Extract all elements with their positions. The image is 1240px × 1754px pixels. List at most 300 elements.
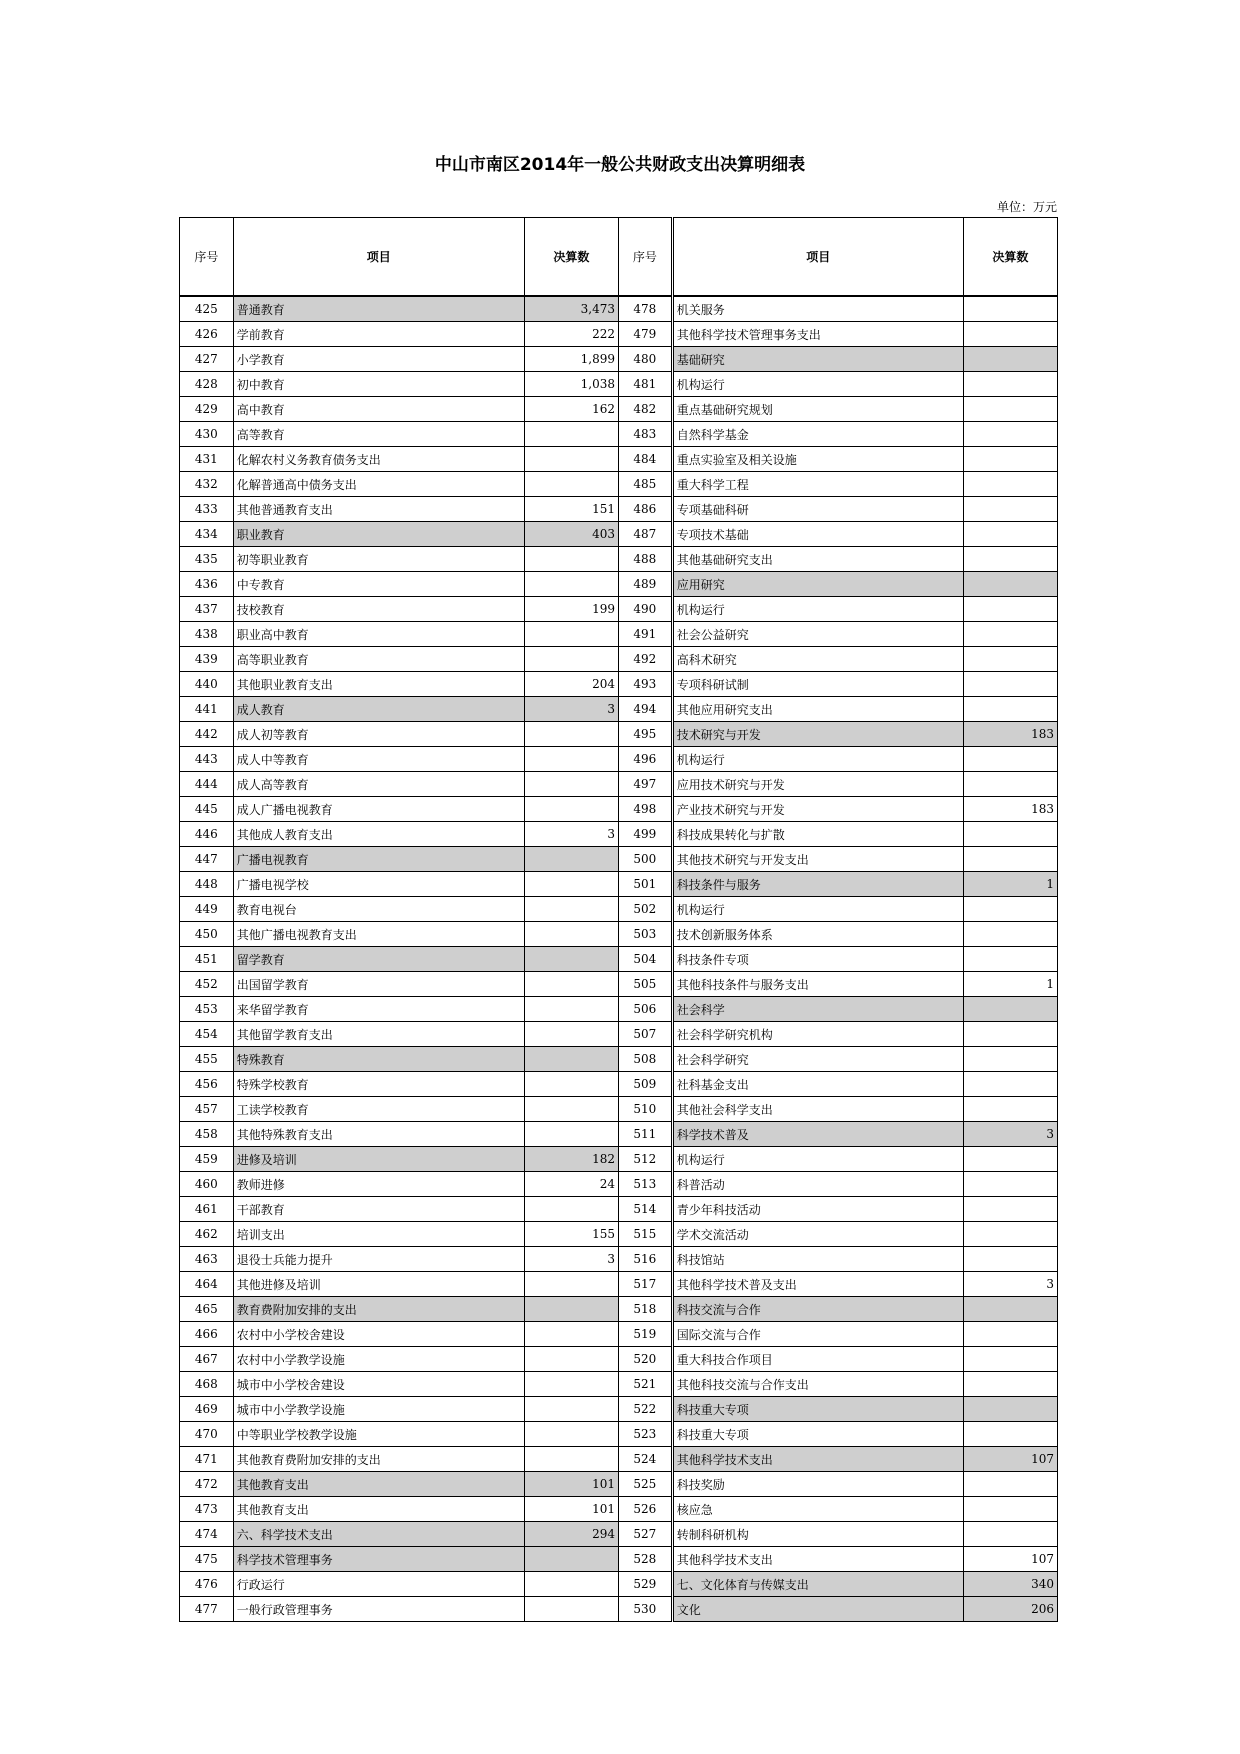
item-cell-right: 机构运行 [672,372,963,397]
item-cell-left: 来华留学教育 [233,997,524,1022]
item-cell-left: 退役士兵能力提升 [233,1247,524,1272]
index-cell-right: 502 [618,897,672,922]
amount-cell-right [963,1172,1057,1197]
amount-cell-right: 1 [963,972,1057,997]
item-cell-left: 初中教育 [233,372,524,397]
item-cell-right: 其他社会科学支出 [672,1097,963,1122]
item-cell-left: 特殊教育 [233,1047,524,1072]
amount-cell-right [963,422,1057,447]
amount-cell-right [963,822,1057,847]
item-cell-right: 机构运行 [672,897,963,922]
amount-cell-left: 222 [524,322,618,347]
amount-cell-left [524,1297,618,1322]
header-item-left: 项目 [233,218,524,297]
amount-cell-left [524,1422,618,1447]
item-cell-left: 成人高等教育 [233,772,524,797]
table-row [180,372,1058,397]
item-cell-right: 社科基金支出 [672,1072,963,1097]
index-cell-left: 430 [180,422,234,447]
item-cell-right: 七、文化体育与传媒支出 [672,1572,963,1597]
item-cell-left: 成人教育 [233,697,524,722]
index-cell-right: 483 [618,422,672,447]
table-row [180,347,1058,372]
index-cell-left: 454 [180,1022,234,1047]
index-cell-right: 507 [618,1022,672,1047]
item-cell-left: 其他教育支出 [233,1472,524,1497]
index-cell-left: 458 [180,1122,234,1147]
index-cell-right: 519 [618,1322,672,1347]
index-cell-left: 449 [180,897,234,922]
index-cell-right: 498 [618,797,672,822]
table-row [180,1572,1058,1597]
item-cell-right: 重点基础研究规划 [672,397,963,422]
item-cell-left: 化解普通高中债务支出 [233,472,524,497]
item-cell-right: 国际交流与合作 [672,1322,963,1347]
item-cell-right: 其他科学技术普及支出 [672,1272,963,1297]
index-cell-right: 481 [618,372,672,397]
item-cell-left: 干部教育 [233,1197,524,1222]
index-cell-left: 461 [180,1197,234,1222]
amount-cell-right [963,922,1057,947]
item-cell-right: 科技条件专项 [672,947,963,972]
item-cell-right: 社会科学研究 [672,1047,963,1072]
amount-cell-left [524,547,618,572]
table-row [180,672,1058,697]
index-cell-right: 513 [618,1172,672,1197]
amount-cell-right [963,1097,1057,1122]
amount-cell-left: 1,899 [524,347,618,372]
index-cell-right: 522 [618,1397,672,1422]
table-row [180,997,1058,1022]
index-cell-left: 460 [180,1172,234,1197]
table-row [180,897,1058,922]
amount-cell-right: 107 [963,1547,1057,1572]
amount-cell-left: 151 [524,497,618,522]
item-cell-left: 教育电视台 [233,897,524,922]
index-cell-right: 512 [618,1147,672,1172]
index-cell-right: 499 [618,822,672,847]
amount-cell-left: 204 [524,672,618,697]
header-item-right: 项目 [672,218,963,297]
index-cell-left: 444 [180,772,234,797]
table-row [180,397,1058,422]
item-cell-right: 其他基础研究支出 [672,547,963,572]
item-cell-right: 基础研究 [672,347,963,372]
index-cell-left: 428 [180,372,234,397]
table-row [180,847,1058,872]
amount-cell-right [963,1322,1057,1347]
amount-cell-right [963,847,1057,872]
item-cell-right: 其他科学技术支出 [672,1447,963,1472]
table-row [180,522,1058,547]
amount-cell-right: 340 [963,1572,1057,1597]
amount-cell-right [963,347,1057,372]
index-cell-left: 439 [180,647,234,672]
index-cell-right: 516 [618,1247,672,1272]
amount-cell-right [963,572,1057,597]
index-cell-right: 526 [618,1497,672,1522]
amount-cell-right: 206 [963,1597,1057,1622]
index-cell-left: 435 [180,547,234,572]
item-cell-left: 广播电视学校 [233,872,524,897]
index-cell-right: 479 [618,322,672,347]
item-cell-right: 其他科学技术管理事务支出 [672,322,963,347]
item-cell-right: 社会科学 [672,997,963,1022]
item-cell-left: 其他职业教育支出 [233,672,524,697]
amount-cell-right [963,547,1057,572]
item-cell-left: 城市中小学教学设施 [233,1397,524,1422]
amount-cell-right [963,747,1057,772]
item-cell-right: 机构运行 [672,597,963,622]
index-cell-left: 462 [180,1222,234,1247]
table-row [180,747,1058,772]
index-cell-left: 438 [180,622,234,647]
amount-cell-right: 3 [963,1122,1057,1147]
table-row [180,422,1058,447]
amount-cell-left [524,1547,618,1572]
index-cell-left: 451 [180,947,234,972]
amount-cell-left [524,1122,618,1147]
amount-cell-left [524,447,618,472]
header-index-left: 序号 [180,218,234,297]
item-cell-left: 留学教育 [233,947,524,972]
index-cell-right: 490 [618,597,672,622]
amount-cell-right: 183 [963,722,1057,747]
amount-cell-right [963,1147,1057,1172]
item-cell-right: 科技成果转化与扩散 [672,822,963,847]
index-cell-right: 495 [618,722,672,747]
amount-cell-left [524,897,618,922]
index-cell-left: 471 [180,1447,234,1472]
item-cell-right: 学术交流活动 [672,1222,963,1247]
table-row [180,1322,1058,1347]
amount-cell-left: 1,038 [524,372,618,397]
item-cell-left: 六、科学技术支出 [233,1522,524,1547]
amount-cell-right [963,1422,1057,1447]
index-cell-left: 453 [180,997,234,1022]
table-row [180,1472,1058,1497]
index-cell-right: 530 [618,1597,672,1622]
item-cell-right: 科技重大专项 [672,1397,963,1422]
index-cell-right: 482 [618,397,672,422]
table-row [180,922,1058,947]
amount-cell-right [963,472,1057,497]
index-cell-left: 442 [180,722,234,747]
amount-cell-left: 155 [524,1222,618,1247]
table-row [180,1047,1058,1072]
item-cell-left: 高中教育 [233,397,524,422]
item-cell-right: 重大科学工程 [672,472,963,497]
table-row [180,622,1058,647]
table-body [180,296,1058,1622]
table-row [180,647,1058,672]
index-cell-left: 434 [180,522,234,547]
item-cell-left: 成人中等教育 [233,747,524,772]
table-row [180,872,1058,897]
index-cell-right: 514 [618,1197,672,1222]
index-cell-left: 467 [180,1347,234,1372]
index-cell-right: 505 [618,972,672,997]
table-row [180,1097,1058,1122]
amount-cell-left: 3 [524,1247,618,1272]
index-cell-right: 515 [618,1222,672,1247]
table-row [180,1447,1058,1472]
index-cell-left: 446 [180,822,234,847]
amount-cell-left: 3,473 [524,296,618,322]
index-cell-left: 440 [180,672,234,697]
item-cell-left: 中等职业学校教学设施 [233,1422,524,1447]
item-cell-left: 特殊学校教育 [233,1072,524,1097]
item-cell-left: 其他进修及培训 [233,1272,524,1297]
item-cell-right: 自然科学基金 [672,422,963,447]
amount-cell-right [963,372,1057,397]
index-cell-left: 459 [180,1147,234,1172]
amount-cell-left [524,572,618,597]
table-row [180,1247,1058,1272]
amount-cell-left [524,972,618,997]
amount-cell-right [963,1472,1057,1497]
amount-cell-left [524,797,618,822]
item-cell-left: 城市中小学校舍建设 [233,1372,524,1397]
item-cell-right: 社会公益研究 [672,622,963,647]
item-cell-left: 化解农村义务教育债务支出 [233,447,524,472]
amount-cell-right [963,897,1057,922]
index-cell-right: 521 [618,1372,672,1397]
item-cell-left: 教育费附加安排的支出 [233,1297,524,1322]
amount-cell-left [524,997,618,1022]
item-cell-left: 教师进修 [233,1172,524,1197]
index-cell-left: 473 [180,1497,234,1522]
table-row [180,1372,1058,1397]
item-cell-right: 转制科研机构 [672,1522,963,1547]
item-cell-right: 机构运行 [672,747,963,772]
index-cell-left: 450 [180,922,234,947]
item-cell-left: 广播电视教育 [233,847,524,872]
amount-cell-right [963,672,1057,697]
expenditure-table [179,217,1058,1622]
index-cell-left: 475 [180,1547,234,1572]
amount-cell-left [524,1072,618,1097]
amount-cell-left [524,1572,618,1597]
item-cell-right: 其他应用研究支出 [672,697,963,722]
item-cell-right: 科技交流与合作 [672,1297,963,1322]
amount-cell-left [524,947,618,972]
table-row [180,1122,1058,1147]
index-cell-left: 455 [180,1047,234,1072]
item-cell-right: 专项基础科研 [672,497,963,522]
amount-cell-left: 101 [524,1472,618,1497]
item-cell-left: 农村中小学教学设施 [233,1347,524,1372]
index-cell-right: 489 [618,572,672,597]
amount-cell-right [963,997,1057,1022]
item-cell-right: 核应急 [672,1497,963,1522]
item-cell-left: 技校教育 [233,597,524,622]
item-cell-right: 其他科技条件与服务支出 [672,972,963,997]
index-cell-right: 484 [618,447,672,472]
index-cell-left: 457 [180,1097,234,1122]
amount-cell-left [524,747,618,772]
amount-cell-right [963,647,1057,672]
item-cell-left: 其他教育费附加安排的支出 [233,1447,524,1472]
index-cell-right: 529 [618,1572,672,1597]
item-cell-left: 科学技术管理事务 [233,1547,524,1572]
index-cell-left: 426 [180,322,234,347]
amount-cell-left: 101 [524,1497,618,1522]
item-cell-left: 高等职业教育 [233,647,524,672]
index-cell-left: 476 [180,1572,234,1597]
item-cell-left: 其他留学教育支出 [233,1022,524,1047]
index-cell-right: 491 [618,622,672,647]
table-row [180,697,1058,722]
amount-cell-right [963,1522,1057,1547]
item-cell-right: 其他科学技术支出 [672,1547,963,1572]
index-cell-left: 470 [180,1422,234,1447]
index-cell-left: 452 [180,972,234,997]
index-cell-right: 525 [618,1472,672,1497]
item-cell-right: 应用研究 [672,572,963,597]
header-amount-right: 决算数 [963,218,1057,297]
amount-cell-right [963,1397,1057,1422]
item-cell-left: 出国留学教育 [233,972,524,997]
table-row [180,447,1058,472]
index-cell-right: 528 [618,1547,672,1572]
index-cell-right: 500 [618,847,672,872]
index-cell-left: 472 [180,1472,234,1497]
item-cell-right: 社会科学研究机构 [672,1022,963,1047]
table-row [180,1547,1058,1572]
table-row [180,1597,1058,1622]
amount-cell-right [963,772,1057,797]
amount-cell-right [963,697,1057,722]
amount-cell-left [524,772,618,797]
table-row [180,1147,1058,1172]
index-cell-right: 523 [618,1422,672,1447]
item-cell-right: 应用技术研究与开发 [672,772,963,797]
item-cell-right: 科技馆站 [672,1247,963,1272]
item-cell-right: 机关服务 [672,296,963,322]
item-cell-left: 农村中小学校舍建设 [233,1322,524,1347]
amount-cell-left [524,472,618,497]
index-cell-right: 488 [618,547,672,572]
index-cell-right: 508 [618,1047,672,1072]
index-cell-right: 503 [618,922,672,947]
amount-cell-right [963,497,1057,522]
amount-cell-right [963,322,1057,347]
table-row [180,1197,1058,1222]
index-cell-left: 437 [180,597,234,622]
index-cell-right: 494 [618,697,672,722]
amount-cell-right [963,1072,1057,1097]
table-row [180,497,1058,522]
table-row [180,547,1058,572]
item-cell-left: 普通教育 [233,296,524,322]
amount-cell-right: 107 [963,1447,1057,1472]
amount-cell-left: 199 [524,597,618,622]
index-cell-left: 448 [180,872,234,897]
amount-cell-left [524,847,618,872]
index-cell-right: 501 [618,872,672,897]
item-cell-left: 成人初等教育 [233,722,524,747]
table-row [180,322,1058,347]
header-row [180,218,1058,297]
item-cell-right: 科学技术普及 [672,1122,963,1147]
item-cell-left: 一般行政管理事务 [233,1597,524,1622]
item-cell-left: 成人广播电视教育 [233,797,524,822]
amount-cell-right [963,1222,1057,1247]
index-cell-right: 480 [618,347,672,372]
table-row [180,472,1058,497]
index-cell-right: 486 [618,497,672,522]
amount-cell-left [524,1197,618,1222]
index-cell-right: 524 [618,1447,672,1472]
amount-cell-right [963,1247,1057,1272]
index-cell-right: 527 [618,1522,672,1547]
item-cell-left: 其他特殊教育支出 [233,1122,524,1147]
amount-cell-right [963,1347,1057,1372]
header-amount-left: 决算数 [524,218,618,297]
table-row [180,1072,1058,1097]
index-cell-right: 504 [618,947,672,972]
index-cell-right: 493 [618,672,672,697]
index-cell-left: 477 [180,1597,234,1622]
table-row [180,1297,1058,1322]
amount-cell-right [963,1497,1057,1522]
amount-cell-left: 182 [524,1147,618,1172]
item-cell-left: 高等教育 [233,422,524,447]
amount-cell-left [524,1447,618,1472]
item-cell-left: 职业高中教育 [233,622,524,647]
table-row [180,1347,1058,1372]
amount-cell-left [524,1047,618,1072]
amount-cell-left [524,1597,618,1622]
item-cell-right: 科普活动 [672,1172,963,1197]
index-cell-left: 445 [180,797,234,822]
item-cell-right: 专项技术基础 [672,522,963,547]
item-cell-left: 培训支出 [233,1222,524,1247]
item-cell-left: 进修及培训 [233,1147,524,1172]
amount-cell-right [963,947,1057,972]
index-cell-left: 431 [180,447,234,472]
item-cell-right: 文化 [672,1597,963,1622]
amount-cell-right [963,622,1057,647]
table-row [180,772,1058,797]
item-cell-left: 小学教育 [233,347,524,372]
item-cell-left: 其他普通教育支出 [233,497,524,522]
item-cell-right: 其他科技交流与合作支出 [672,1372,963,1397]
index-cell-right: 485 [618,472,672,497]
amount-cell-left [524,647,618,672]
amount-cell-left: 24 [524,1172,618,1197]
amount-cell-left [524,1272,618,1297]
index-cell-right: 510 [618,1097,672,1122]
amount-cell-left: 403 [524,522,618,547]
header-index-right: 序号 [618,218,672,297]
item-cell-right: 技术研究与开发 [672,722,963,747]
amount-cell-left: 162 [524,397,618,422]
index-cell-left: 436 [180,572,234,597]
table-row [180,597,1058,622]
item-cell-right: 专项科研试制 [672,672,963,697]
table-row [180,572,1058,597]
index-cell-left: 433 [180,497,234,522]
amount-cell-right: 183 [963,797,1057,822]
index-cell-left: 474 [180,1522,234,1547]
index-cell-right: 517 [618,1272,672,1297]
amount-cell-left [524,872,618,897]
table-row [180,722,1058,747]
index-cell-right: 478 [618,296,672,322]
table-row [180,822,1058,847]
